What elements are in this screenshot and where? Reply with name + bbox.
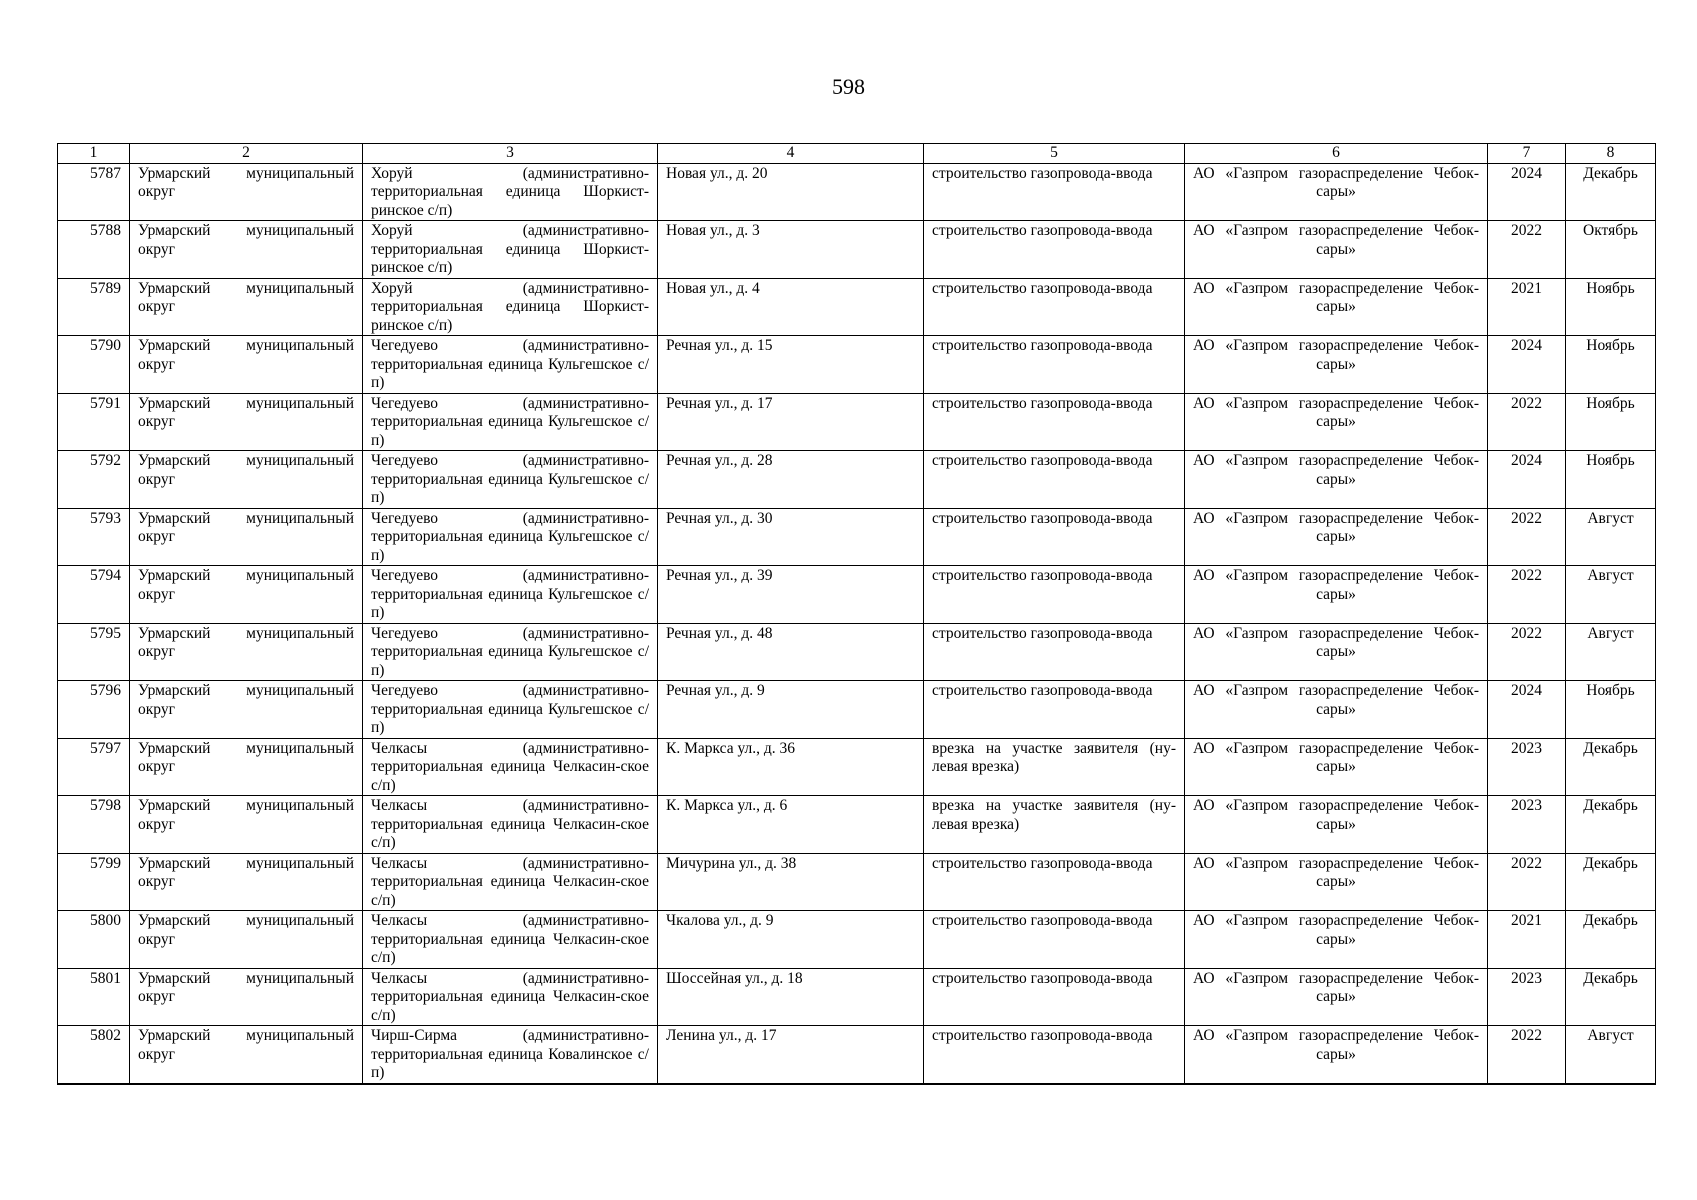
column-header: 7 [1488,144,1566,164]
organization-cell: АО «Газпром газораспределение Чебок-сары» [1185,796,1488,854]
month-cell: Август [1566,1026,1656,1084]
table-row [58,1026,1656,1084]
organization-cell: АО «Газпром газораспределение Чебок-сары» [1185,911,1488,969]
work-type-cell: строительство газопровода-ввода [924,1026,1185,1084]
work-type-cell: строительство газопровода-ввода [924,911,1185,969]
locality-cell: Челкасы (административно-территориальная единица Челкасин-ское с/п) [363,853,658,911]
locality-cell: Чирш-Сирма (административно-территориальная единица Ковалинское с/п) [363,1026,658,1084]
column-header: 4 [658,144,924,164]
locality-cell: Чегедуево (административно-территориальная единица Кульгешское с/п) [363,451,658,509]
district-cell: Урмарский муниципальный округ [130,221,363,279]
work-type-cell: строительство газопровода-ввода [924,163,1185,221]
work-type-cell: строительство газопровода-ввода [924,853,1185,911]
table-row [58,681,1656,739]
year-cell: 2024 [1488,681,1566,739]
address-cell: Ленина ул., д. 17 [658,1026,924,1084]
organization-cell: АО «Газпром газораспределение Чебок-сары» [1185,968,1488,1026]
table-row [58,508,1656,566]
gas-connection-table [57,143,1656,1085]
address-cell: Речная ул., д. 39 [658,566,924,624]
address-cell: Речная ул., д. 30 [658,508,924,566]
month-cell: Август [1566,623,1656,681]
district-cell: Урмарский муниципальный округ [130,911,363,969]
year-cell: 2024 [1488,451,1566,509]
organization-cell: АО «Газпром газораспределение Чебок-сары» [1185,738,1488,796]
district-cell: Урмарский муниципальный округ [130,968,363,1026]
address-cell: Речная ул., д. 15 [658,336,924,394]
locality-cell: Чегедуево (административно-территориальная единица Кульгешское с/п) [363,393,658,451]
organization-cell: АО «Газпром газораспределение Чебок-сары» [1185,163,1488,221]
table-row [58,796,1656,854]
year-cell: 2022 [1488,853,1566,911]
organization-cell: АО «Газпром газораспределение Чебок-сары» [1185,508,1488,566]
district-cell: Урмарский муниципальный округ [130,163,363,221]
district-cell: Урмарский муниципальный округ [130,1026,363,1084]
address-cell: Чкалова ул., д. 9 [658,911,924,969]
address-cell: Новая ул., д. 3 [658,221,924,279]
locality-cell: Челкасы (административно-территориальная единица Челкасин-ское с/п) [363,968,658,1026]
table-row [58,911,1656,969]
table-row [58,221,1656,279]
locality-cell: Хоруй (административно-территориальная единица Шоркист-ринское с/п) [363,278,658,336]
month-cell: Декабрь [1566,163,1656,221]
year-cell: 2021 [1488,911,1566,969]
row-number: 5798 [58,796,130,854]
work-type-cell: строительство газопровода-ввода [924,451,1185,509]
row-number: 5802 [58,1026,130,1084]
work-type-cell: строительство газопровода-ввода [924,968,1185,1026]
year-cell: 2023 [1488,796,1566,854]
district-cell: Урмарский муниципальный округ [130,336,363,394]
column-header: 5 [924,144,1185,164]
month-cell: Ноябрь [1566,336,1656,394]
work-type-cell: строительство газопровода-ввода [924,566,1185,624]
organization-cell: АО «Газпром газораспределение Чебок-сары» [1185,278,1488,336]
organization-cell: АО «Газпром газораспределение Чебок-сары» [1185,681,1488,739]
organization-cell: АО «Газпром газораспределение Чебок-сары» [1185,566,1488,624]
locality-cell: Чегедуево (административно-территориальная единица Кульгешское с/п) [363,508,658,566]
year-cell: 2022 [1488,623,1566,681]
organization-cell: АО «Газпром газораспределение Чебок-сары» [1185,451,1488,509]
row-number: 5797 [58,738,130,796]
work-type-cell: строительство газопровода-ввода [924,221,1185,279]
column-header: 8 [1566,144,1656,164]
work-type-cell: врезка на участке заявителя (ну-левая врезка) [924,796,1185,854]
address-cell: Шоссейная ул., д. 18 [658,968,924,1026]
address-cell: Речная ул., д. 28 [658,451,924,509]
organization-cell: АО «Газпром газораспределение Чебок-сары» [1185,336,1488,394]
district-cell: Урмарский муниципальный округ [130,508,363,566]
table-row [58,278,1656,336]
address-cell: Мичурина ул., д. 38 [658,853,924,911]
organization-cell: АО «Газпром газораспределение Чебок-сары» [1185,393,1488,451]
month-cell: Ноябрь [1566,681,1656,739]
table-row [58,163,1656,221]
address-cell: Речная ул., д. 17 [658,393,924,451]
district-cell: Урмарский муниципальный округ [130,681,363,739]
column-header: 3 [363,144,658,164]
row-number: 5794 [58,566,130,624]
year-cell: 2022 [1488,1026,1566,1084]
table-row [58,623,1656,681]
page-number: 598 [832,74,865,99]
district-cell: Урмарский муниципальный округ [130,451,363,509]
month-cell: Декабрь [1566,738,1656,796]
district-cell: Урмарский муниципальный округ [130,393,363,451]
month-cell: Август [1566,566,1656,624]
district-cell: Урмарский муниципальный округ [130,623,363,681]
month-cell: Декабрь [1566,911,1656,969]
month-cell: Ноябрь [1566,393,1656,451]
locality-cell: Челкасы (административно-территориальная единица Челкасин-ское с/п) [363,796,658,854]
work-type-cell: врезка на участке заявителя (ну-левая врезка) [924,738,1185,796]
address-cell: К. Маркса ул., д. 6 [658,796,924,854]
row-number: 5791 [58,393,130,451]
locality-cell: Хоруй (административно-территориальная единица Шоркист-ринское с/п) [363,221,658,279]
month-cell: Декабрь [1566,968,1656,1026]
year-cell: 2022 [1488,566,1566,624]
row-number: 5793 [58,508,130,566]
locality-cell: Чегедуево (административно-территориальная единица Кульгешское с/п) [363,681,658,739]
row-number: 5800 [58,911,130,969]
year-cell: 2024 [1488,163,1566,221]
year-cell: 2022 [1488,508,1566,566]
column-header: 6 [1185,144,1488,164]
locality-cell: Челкасы (административно-территориальная единица Челкасин-ское с/п) [363,738,658,796]
locality-cell: Челкасы (административно-территориальная единица Челкасин-ское с/п) [363,911,658,969]
row-number: 5789 [58,278,130,336]
district-cell: Урмарский муниципальный округ [130,278,363,336]
year-cell: 2023 [1488,968,1566,1026]
locality-cell: Чегедуево (административно-территориальная единица Кульгешское с/п) [363,566,658,624]
year-cell: 2022 [1488,221,1566,279]
header-row [58,144,1656,164]
year-cell: 2022 [1488,393,1566,451]
organization-cell: АО «Газпром газораспределение Чебок-сары» [1185,221,1488,279]
row-number: 5801 [58,968,130,1026]
table-row [58,393,1656,451]
organization-cell: АО «Газпром газораспределение Чебок-сары» [1185,623,1488,681]
address-cell: Речная ул., д. 9 [658,681,924,739]
work-type-cell: строительство газопровода-ввода [924,623,1185,681]
work-type-cell: строительство газопровода-ввода [924,278,1185,336]
column-header: 1 [58,144,130,164]
row-number: 5790 [58,336,130,394]
address-cell: Новая ул., д. 20 [658,163,924,221]
row-number: 5792 [58,451,130,509]
month-cell: Август [1566,508,1656,566]
year-cell: 2023 [1488,738,1566,796]
row-number: 5795 [58,623,130,681]
locality-cell: Чегедуево (административно-территориальная единица Кульгешское с/п) [363,336,658,394]
work-type-cell: строительство газопровода-ввода [924,336,1185,394]
year-cell: 2021 [1488,278,1566,336]
organization-cell: АО «Газпром газораспределение Чебок-сары» [1185,853,1488,911]
address-cell: К. Маркса ул., д. 36 [658,738,924,796]
district-cell: Урмарский муниципальный округ [130,796,363,854]
work-type-cell: строительство газопровода-ввода [924,681,1185,739]
table-row [58,853,1656,911]
month-cell: Ноябрь [1566,278,1656,336]
district-cell: Урмарский муниципальный округ [130,566,363,624]
district-cell: Урмарский муниципальный округ [130,738,363,796]
district-cell: Урмарский муниципальный округ [130,853,363,911]
work-type-cell: строительство газопровода-ввода [924,393,1185,451]
row-number: 5787 [58,163,130,221]
locality-cell: Хоруй (административно-территориальная единица Шоркист-ринское с/п) [363,163,658,221]
year-cell: 2024 [1488,336,1566,394]
table-row [58,336,1656,394]
row-number: 5788 [58,221,130,279]
month-cell: Декабрь [1566,853,1656,911]
month-cell: Декабрь [1566,796,1656,854]
address-cell: Новая ул., д. 4 [658,278,924,336]
table-row [58,738,1656,796]
column-header: 2 [130,144,363,164]
table-row [58,566,1656,624]
table-row [58,451,1656,509]
table-row [58,968,1656,1026]
work-type-cell: строительство газопровода-ввода [924,508,1185,566]
month-cell: Октябрь [1566,221,1656,279]
organization-cell: АО «Газпром газораспределение Чебок-сары» [1185,1026,1488,1084]
month-cell: Ноябрь [1566,451,1656,509]
locality-cell: Чегедуево (административно-территориальная единица Кульгешское с/п) [363,623,658,681]
row-number: 5796 [58,681,130,739]
address-cell: Речная ул., д. 48 [658,623,924,681]
row-number: 5799 [58,853,130,911]
